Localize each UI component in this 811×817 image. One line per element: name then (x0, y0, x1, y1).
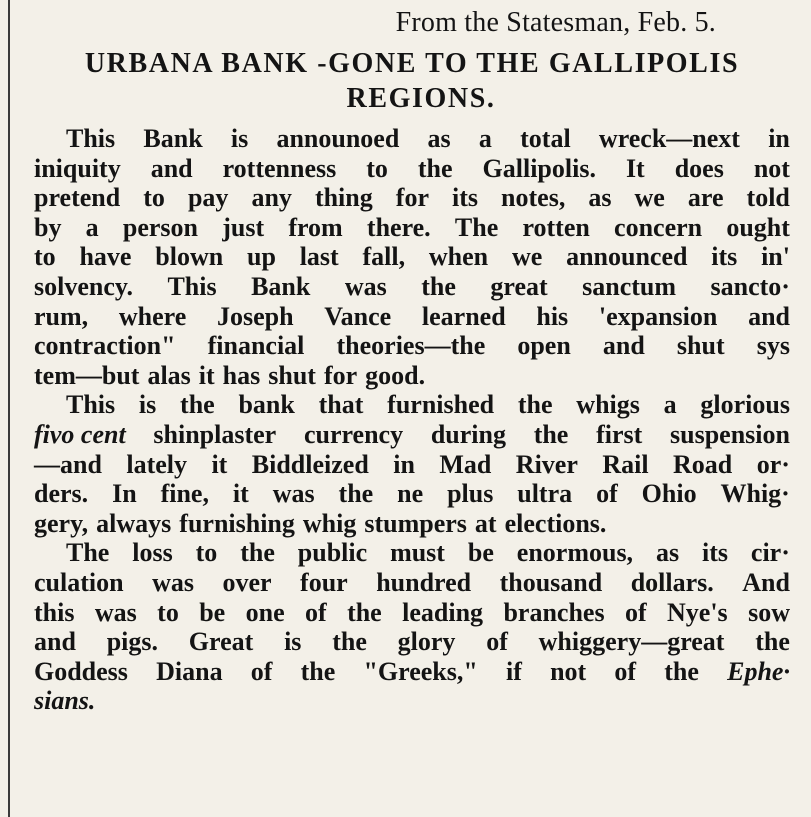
article-word: its (452, 183, 479, 213)
article-word: blown (155, 242, 224, 272)
article-word: In (112, 479, 137, 509)
article-word: for (323, 360, 358, 390)
article-word: rum, (34, 301, 89, 331)
article-word: be (199, 597, 226, 627)
article-line (34, 331, 790, 361)
article-word: thing (314, 183, 373, 213)
article-word: to (157, 597, 179, 627)
article-word: of (614, 656, 637, 686)
article-word: always (96, 508, 172, 538)
article-line (34, 509, 790, 539)
article-word: Gallipolis. (482, 153, 596, 183)
article-word: was (94, 597, 137, 627)
article-word: alas (147, 360, 191, 390)
article-word: the (533, 419, 569, 449)
article-word: fine, (160, 479, 209, 509)
article-word: sanctum (582, 271, 677, 301)
article-word: is (230, 124, 249, 153)
article-word: in' (761, 242, 790, 272)
article-line (34, 450, 790, 480)
article-word: we (511, 242, 543, 272)
article-word: as (427, 124, 451, 153)
article-word: total (520, 124, 571, 153)
article-word: rotten (522, 212, 590, 242)
article-word: pretend (34, 183, 121, 213)
article-word: if (506, 656, 522, 686)
article-word: when (428, 242, 489, 272)
article-word: Ephe· (727, 656, 790, 686)
article-line (34, 361, 790, 391)
article-word: Great (188, 627, 254, 657)
article-word: Joseph (216, 301, 294, 331)
article-word: notes, (501, 183, 566, 213)
article-source: From the Statesman, Feb. 5. (395, 7, 716, 38)
article-word: a (663, 390, 677, 420)
article-word: during (430, 419, 506, 449)
article-word: It (625, 153, 645, 183)
article-word: it (232, 479, 249, 509)
article-word: has (222, 360, 261, 390)
article-word: 'expansion (598, 301, 718, 331)
article-word: wreck—next (598, 124, 740, 153)
article-word: furnishing (179, 508, 295, 538)
article-word: to (34, 242, 56, 272)
article-word: as (655, 538, 680, 568)
article-body (34, 124, 790, 716)
article-word: Bank (251, 271, 311, 301)
article-word: whiggery—great (538, 627, 725, 657)
article-word: its (711, 242, 738, 272)
article-word: fivo cent (34, 419, 126, 449)
article-word: good. (365, 360, 426, 390)
article-word: theories—the (336, 331, 486, 361)
article-word: concern (614, 212, 703, 242)
article-line (34, 686, 790, 716)
article-word: ultra (517, 479, 573, 509)
article-word: glorious (700, 390, 790, 420)
article-word: —and (34, 449, 102, 479)
article-word: dollars. (630, 567, 714, 597)
article-word: Vance (324, 301, 392, 331)
article-line (34, 272, 790, 302)
article-line (34, 538, 790, 568)
column-rule (8, 0, 10, 817)
article-word: there. (366, 212, 431, 242)
article-word: Rail (602, 449, 649, 479)
article-word: ought (726, 212, 790, 242)
article-word: was (272, 479, 315, 509)
article-word: iniquity (34, 153, 121, 183)
article-word: the (664, 656, 699, 686)
headline-line-2: REGIONS. (346, 83, 496, 114)
article-word: told (746, 183, 790, 213)
article-line (34, 302, 790, 332)
article-word: be (467, 538, 494, 568)
article-line (34, 154, 790, 184)
article-word: last (299, 242, 339, 272)
article-word: hundred (376, 567, 472, 597)
article-word: suspension (670, 419, 790, 449)
article-word: not (753, 153, 790, 183)
article-line (34, 479, 790, 509)
article-word: The (66, 538, 110, 568)
article-word: its (702, 538, 728, 568)
article-line (34, 183, 790, 213)
article-word: any (251, 183, 292, 213)
article-word: sancto· (710, 271, 790, 301)
article-word: Diana (156, 656, 223, 686)
article-word: Bank (143, 124, 203, 153)
article-word: leading (402, 597, 484, 627)
article-word: the (755, 627, 790, 657)
article-word: Mad (439, 449, 492, 479)
article (34, 6, 790, 716)
article-word: This (66, 390, 116, 420)
article-word: first (596, 419, 643, 449)
article-word: Nye's (667, 597, 728, 627)
article-word: whigs (576, 390, 640, 420)
article-word: stumpers (364, 508, 467, 538)
article-word: was (344, 271, 387, 301)
article-word: great (490, 271, 548, 301)
article-word: glory (397, 627, 456, 657)
headline-line-1: URBANA BANK -GONE TO THE GALLIPOLIS (84, 48, 740, 79)
article-word: to (143, 183, 165, 213)
article-word: in (393, 449, 415, 479)
article-word: and (602, 331, 645, 361)
article-line (34, 627, 790, 657)
article-word: thousand (499, 567, 603, 597)
article-word: whig (302, 508, 357, 538)
article-word: person (122, 212, 198, 242)
article-word: announced (566, 242, 688, 272)
article-word: it (211, 449, 228, 479)
article-word: River (515, 449, 578, 479)
article-word: announoed (276, 124, 400, 153)
article-word: four (300, 567, 348, 597)
article-word: up (246, 242, 276, 272)
article-line (34, 598, 790, 628)
article-word: one (245, 597, 285, 627)
article-word: must (390, 538, 445, 568)
article-line (34, 242, 790, 272)
article-word: learned (421, 301, 506, 331)
article-word: as (588, 183, 612, 213)
article-word: And (742, 567, 790, 597)
article-word: this (34, 597, 75, 627)
article-word: sys (756, 331, 790, 361)
article-word: elections. (504, 508, 607, 538)
article-word: rottenness (222, 153, 337, 183)
article-word: branches (503, 597, 605, 627)
article-word: public (297, 538, 368, 568)
article-word: the (347, 597, 382, 627)
article-word: Road (673, 449, 733, 479)
article-word: by (34, 212, 62, 242)
article-word: Whig· (720, 479, 790, 509)
article-word: of (305, 597, 327, 627)
article-word: that (318, 390, 364, 420)
article-word: culation (34, 567, 124, 597)
article-word: in (768, 124, 790, 153)
article-word: to (366, 153, 388, 183)
article-word: sow (748, 597, 790, 627)
article-word: the (338, 479, 374, 509)
article-word: and (150, 153, 193, 183)
article-word: at (474, 508, 497, 538)
article-word: and (748, 301, 790, 331)
article-word: a (85, 212, 99, 242)
article-word: Biddleized (251, 449, 369, 479)
article-word: gery, (34, 508, 89, 538)
article-word: the (332, 627, 367, 657)
article-word: contraction" (34, 331, 176, 361)
article-word: the (417, 153, 453, 183)
article-word: does (674, 153, 724, 183)
article-line (34, 213, 790, 243)
article-word: ne (397, 479, 424, 509)
article-line (34, 124, 790, 154)
article-word: open (517, 331, 571, 361)
article-word: is (284, 627, 302, 657)
article-word: tem—but (34, 360, 140, 390)
article-word: pay (187, 183, 229, 213)
article-word: of (486, 627, 508, 657)
article-word: This (167, 271, 217, 301)
article-word: enormous, (516, 538, 634, 568)
article-word: shinplaster (153, 419, 277, 449)
article-word: and (34, 627, 76, 657)
article-word: financial (207, 331, 305, 361)
article-word: the (180, 390, 215, 420)
article-word: his (536, 301, 569, 331)
article-word: of (596, 479, 618, 509)
article-word: sians. (34, 686, 96, 716)
article-word: shut (676, 331, 725, 361)
article-word: the (421, 271, 456, 301)
article-line (34, 420, 790, 450)
article-word: bank (238, 390, 295, 420)
article-word: or· (756, 449, 790, 479)
article-word: is (138, 390, 157, 420)
article-word: "Greeks," (363, 656, 478, 686)
article-word: The (454, 212, 499, 242)
article-word: furnished (387, 390, 495, 420)
article-word: it (198, 360, 215, 390)
article-word: the (517, 390, 553, 420)
article-line (34, 657, 790, 687)
article-word: a (478, 124, 492, 153)
article-word: ders. (34, 479, 89, 509)
article-line (34, 568, 790, 598)
article-word: the (300, 656, 336, 686)
article-word: of (624, 597, 647, 627)
article-word: fall, (362, 242, 406, 272)
article-word: to (195, 538, 218, 568)
article-word: just (222, 212, 265, 242)
article-word: we (634, 183, 665, 213)
article-word: from (288, 212, 343, 242)
article-word: shut (268, 360, 316, 390)
article-word: Ohio (641, 479, 697, 509)
article-word: not (550, 656, 587, 686)
article-word: where (118, 301, 187, 331)
article-word: of (250, 656, 273, 686)
article-word: for (395, 183, 429, 213)
article-word: was (152, 567, 194, 597)
article-word: This (66, 124, 116, 153)
article-word: plus (447, 479, 494, 509)
article-word: lately (126, 449, 188, 479)
article-word: pigs. (106, 627, 159, 657)
article-word: have (79, 242, 132, 272)
article-word: Goddess (34, 656, 128, 686)
article-line (34, 390, 790, 420)
article-word: currency (303, 419, 404, 449)
article-word: over (222, 567, 272, 597)
article-word: are (687, 183, 724, 213)
article-word: loss (132, 538, 173, 568)
article-word: the (240, 538, 275, 568)
article-word: solvency. (34, 271, 133, 301)
article-word: cir· (750, 538, 790, 568)
